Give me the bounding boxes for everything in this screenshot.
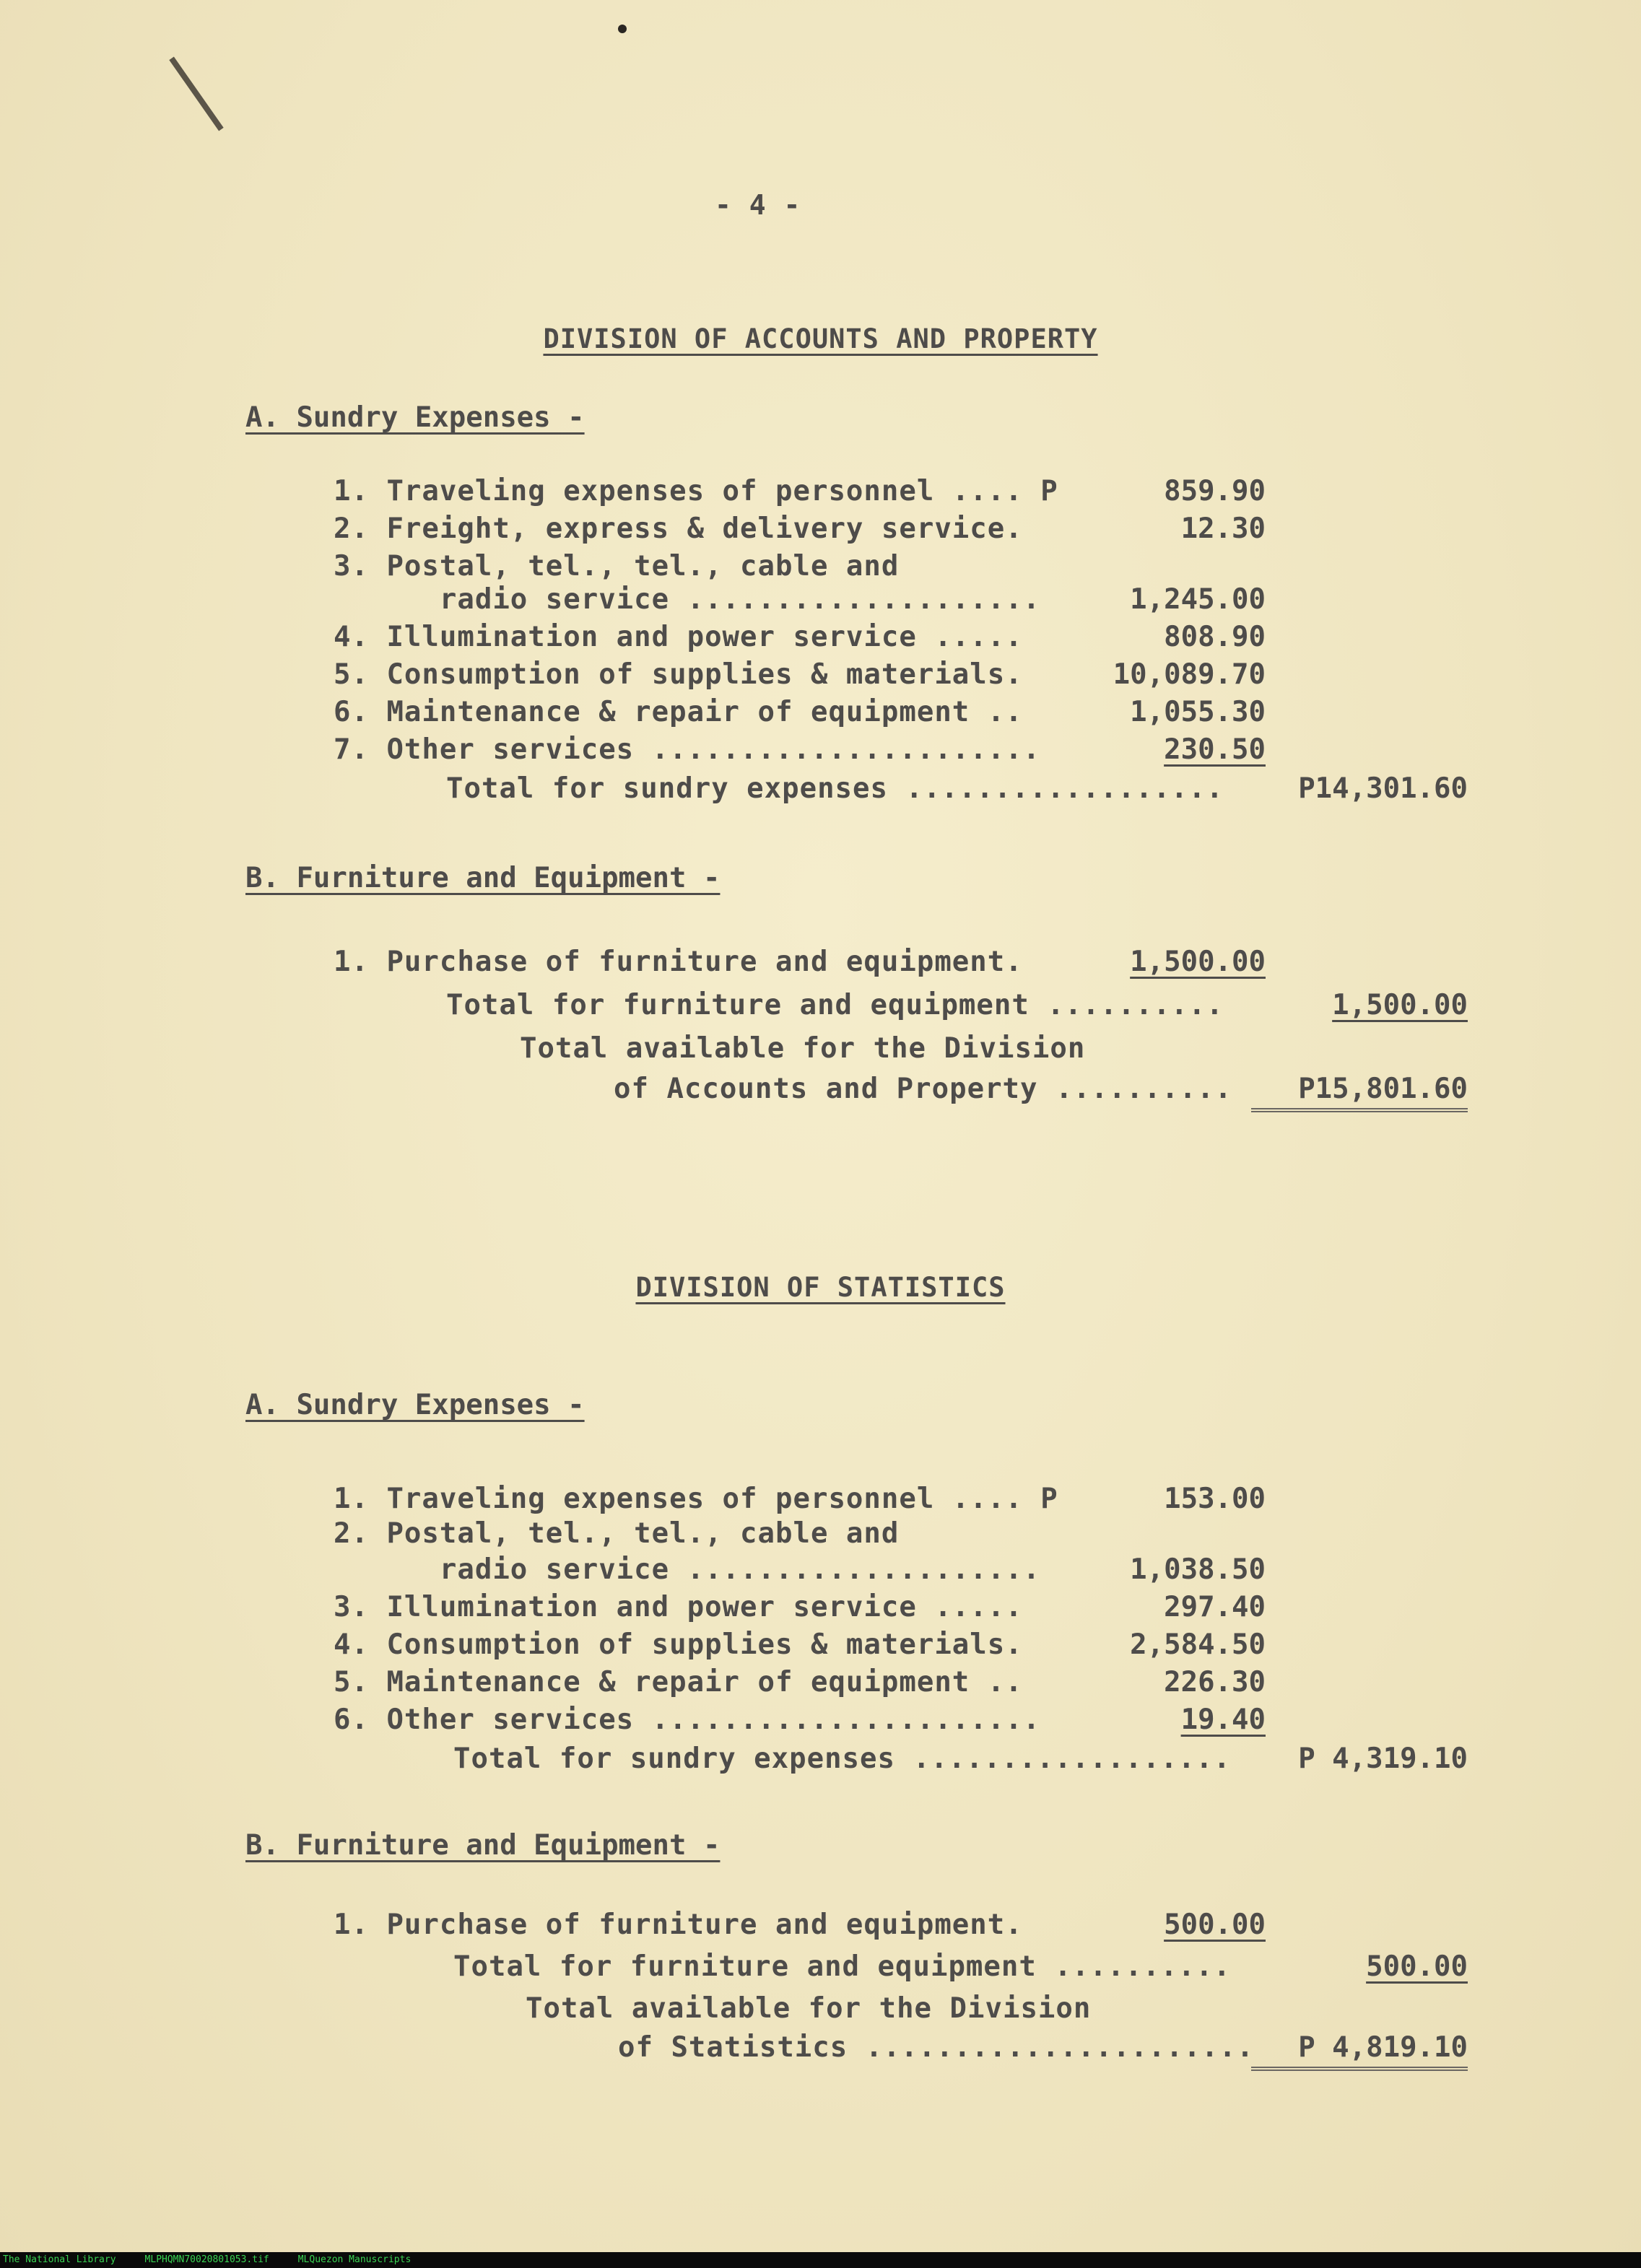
- accounts-item-label: 7. Other services ......................: [334, 733, 1041, 766]
- statistics-item-amount: 153.00: [1164, 1483, 1266, 1515]
- statistics-sundry-total: P 4,319.10: [1298, 1743, 1468, 1775]
- statistics-item-amount: 1,038.50: [1130, 1553, 1266, 1586]
- statistics-available-total: P 4,819.10: [1251, 2031, 1468, 2071]
- section-heading-statistics: DIVISION OF STATISTICS: [635, 1272, 1006, 1303]
- accounts-item-label: 5. Consumption of supplies & materials.: [334, 658, 1023, 691]
- statistics-item-label: 2. Postal, tel., tel., cable and: [334, 1517, 900, 1550]
- accounts-item-amount: 12.30: [1180, 513, 1266, 545]
- page-number: - 4 -: [715, 189, 801, 221]
- accounts-item-label: 1. Traveling expenses of personnel .... P: [334, 475, 1058, 507]
- footer-collection: MLQuezon Manuscripts: [297, 2254, 412, 2265]
- accounts-item-label: 6. Maintenance & repair of equipment ..: [334, 696, 1023, 728]
- accounts-item-label: radio service ....................: [334, 583, 1041, 616]
- accounts-furniture-item-label: 1. Purchase of furniture and equipment.: [334, 946, 1023, 978]
- statistics-furniture-item-label: 1. Purchase of furniture and equipment.: [334, 1909, 1023, 1941]
- statistics-available-label: Total available for the Division: [526, 1992, 1092, 2025]
- footer-file: MLPHQMN70020801053.tif: [144, 2254, 269, 2265]
- accounts-available-total: P15,801.60: [1251, 1073, 1468, 1112]
- statistics-item-amount: 19.40: [1180, 1704, 1266, 1736]
- statistics-furniture-item-amount: 500.00: [1164, 1909, 1266, 1941]
- accounts-furniture-title: B. Furniture and Equipment -: [245, 862, 721, 894]
- statistics-available-label: of Statistics ......................: [618, 2031, 1255, 2064]
- accounts-available-label: of Accounts and Property ..........: [614, 1073, 1232, 1105]
- statistics-sundry-total-label: Total for sundry expenses ..................: [453, 1743, 1232, 1775]
- section-heading-accounts: DIVISION OF ACCOUNTS AND PROPERTY: [543, 323, 1098, 354]
- accounts-item-amount: 808.90: [1164, 621, 1266, 653]
- accounts-available-label: Total available for the Division: [520, 1032, 1086, 1065]
- accounts-item-label: 4. Illumination and power service .....: [334, 621, 1023, 653]
- statistics-item-amount: 2,584.50: [1130, 1628, 1266, 1661]
- accounts-item-label: 3. Postal, tel., tel., cable and: [334, 550, 900, 583]
- accounts-sundry-total: P14,301.60: [1298, 772, 1468, 805]
- accounts-item-amount: 1,245.00: [1130, 583, 1266, 616]
- statistics-item-label: 4. Consumption of supplies & materials.: [334, 1628, 1023, 1661]
- accounts-sundry-title: A. Sundry Expenses -: [245, 401, 585, 434]
- statistics-item-label: 6. Other services ......................: [334, 1704, 1041, 1736]
- accounts-sundry-total-label: Total for sundry expenses ..................: [446, 772, 1224, 805]
- statistics-item-label: 1. Traveling expenses of personnel .... P: [334, 1483, 1058, 1515]
- accounts-furniture-item-amount: 1,500.00: [1130, 946, 1266, 978]
- statistics-item-label: 5. Maintenance & repair of equipment ..: [334, 1666, 1023, 1698]
- statistics-item-amount: 297.40: [1164, 1591, 1266, 1623]
- accounts-item-amount: 230.50: [1164, 733, 1266, 766]
- statistics-sundry-title: A. Sundry Expenses -: [245, 1389, 585, 1421]
- accounts-furniture-total-label: Total for furniture and equipment ..........: [446, 989, 1224, 1021]
- statistics-item-label: radio service ....................: [334, 1553, 1041, 1586]
- statistics-furniture-total: 500.00: [1366, 1950, 1468, 1983]
- ink-mark: [169, 57, 223, 131]
- statistics-furniture-total-label: Total for furniture and equipment ..........: [453, 1950, 1232, 1983]
- accounts-item-amount: 10,089.70: [1113, 658, 1266, 691]
- accounts-item-label: 2. Freight, express & delivery service.: [334, 513, 1023, 545]
- scan-footer-bar: [0, 2252, 1641, 2268]
- accounts-item-amount: 1,055.30: [1130, 696, 1266, 728]
- statistics-item-label: 3. Illumination and power service .....: [334, 1591, 1023, 1623]
- footer-source: The National Library: [3, 2254, 116, 2265]
- statistics-item-amount: 226.30: [1164, 1666, 1266, 1698]
- accounts-item-amount: 859.90: [1164, 475, 1266, 507]
- ink-dot: [618, 25, 627, 33]
- accounts-furniture-total: 1,500.00: [1332, 989, 1468, 1021]
- statistics-furniture-title: B. Furniture and Equipment -: [245, 1829, 721, 1862]
